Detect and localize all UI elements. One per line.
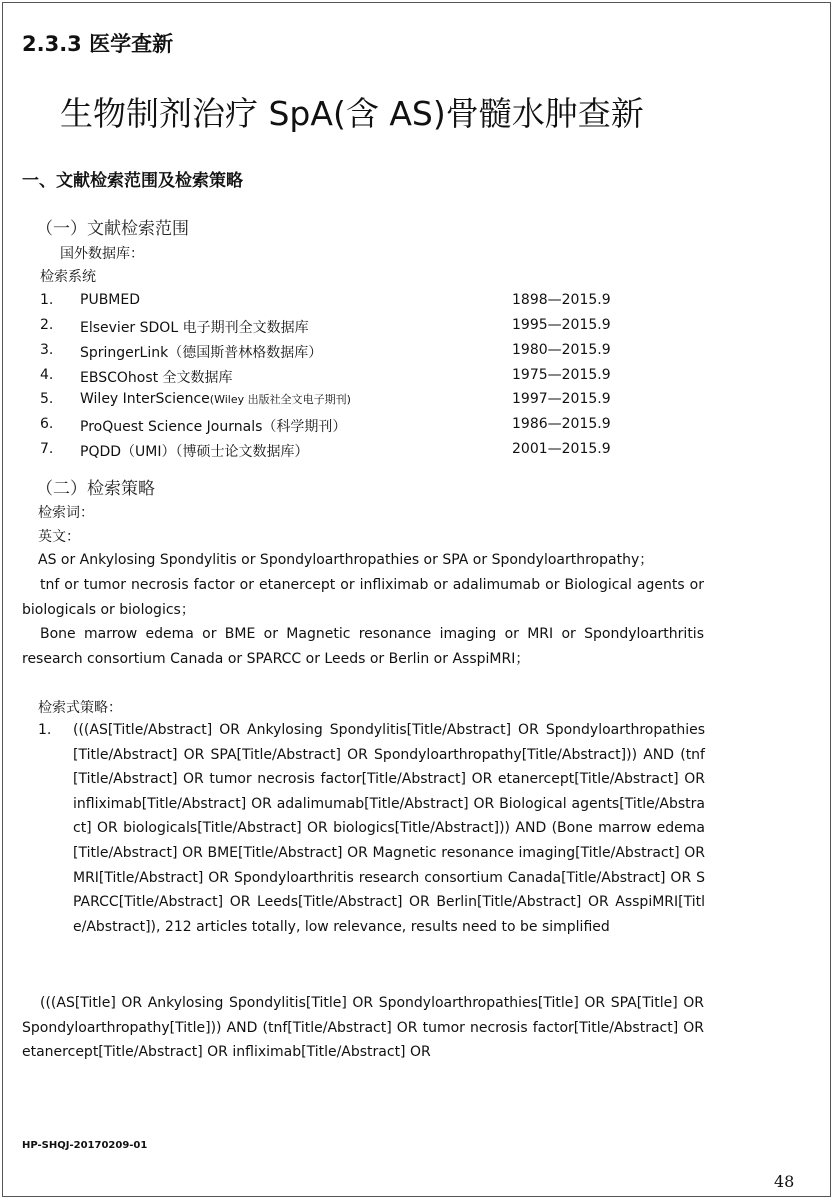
db-num: 4. [40, 367, 54, 383]
db-name: EBSCOhost 全文数据库 [80, 370, 233, 386]
section-number: 2.3.3 医学查新 [22, 32, 174, 56]
query-1-text: (((AS[Title/Abstract] OR Ankylosing Spondylitis[Title/Abstract] OR Spondyloarthropathies[Title/Abstract] OR SPA[Title/Abstract] OR Spondyloarthropathy[Title/Abstract])) AND (tnf[Title/Abstract] OR tumor necrosis factor[Title/Abstract] OR etanercept[Title/Abstract] OR infliximab[Title/Abstract] OR adalimumab[Title/Abstract] OR Biological agents[Title/Abstract] OR biologicals[Title/Abstract] OR biologics[Title/Abstract])) AND (Bone marrow edema[Title/Abstract] OR BME[Title/Abstract] OR Magnetic resonance imaging[Title/Abstract] OR MRI[Title/Abstract] OR Spondyloarthritis research consortium Canada[Title/Abstract] OR SPARCC[Title/Abstract] OR Leeds[Title/Abstract] OR Berlin[Title/Abstract] OR AsspiMRI[Title/Abstract]), 212 articles totally, low relevance, results need to be simplified [73, 722, 705, 935]
db-name: PUBMED [80, 292, 140, 308]
keywords-group-1: AS or Ankylosing Spondylitis or Spondyloarthropathies or SPA or Spondyloarthropathy； [38, 552, 654, 568]
db-num: 3. [40, 342, 54, 358]
db-range: 1898—2015.9 [512, 292, 611, 308]
page-number: 48 [774, 1172, 795, 1191]
keywords-group-3: Bone marrow edema or BME or Magnetic resonance imaging or MRI or Spondyloarthritis research consortium Canada or SPARCC or Leeds or Berlin or AsspiMRI； [22, 626, 704, 667]
db-num: 1. [40, 292, 54, 308]
search-system-label: 检索系统 [40, 269, 96, 285]
db-name: Elsevier SDOL 电子期刊全文数据库 [80, 320, 309, 336]
query-2-text: (((AS[Title] OR Ankylosing Spondylitis[Title] OR Spondyloarthropathies[Title] OR SPA[Title] OR Spondyloarthropathy[Title])) AND (tnf[Title/Abstract] OR tumor necrosis factor[Title/Abstract] OR etanercept[Title/Abstract] OR infliximab[Title/Abstract] OR [22, 995, 704, 1061]
scope-heading: （一）文献检索范围 [36, 219, 189, 239]
db-name-note: (Wiley 出版社全文电子期刊) [209, 393, 351, 406]
db-name-text: Wiley InterScience [80, 391, 210, 407]
db-range: 1997—2015.9 [512, 391, 611, 407]
db-name: PQDD（UMI）（博硕士论文数据库） [80, 444, 309, 460]
strategy-heading: （二）检索策略 [36, 479, 155, 499]
db-range: 2001—2015.9 [512, 441, 611, 457]
db-range: 1980—2015.9 [512, 342, 611, 358]
db-range: 1975—2015.9 [512, 367, 611, 383]
foreign-db-label: 国外数据库： [60, 246, 144, 262]
keywords-label: 检索词： [38, 505, 94, 521]
db-num: 6. [40, 416, 54, 432]
db-range: 1986—2015.9 [512, 416, 611, 432]
main-title: 生物制剂治疗 SpA(含 AS)骨髓水肿查新 [60, 94, 644, 133]
heading-search-scope-strategy: 一、文献检索范围及检索策略 [22, 171, 243, 191]
db-num: 7. [40, 441, 54, 457]
db-name: SpringerLink（德国斯普林格数据库） [80, 345, 323, 361]
query-1-number: 1. [38, 722, 52, 738]
query-strategy-label: 检索式策略： [38, 700, 122, 716]
keywords-group-2: tnf or tumor necrosis factor or etanercept or infliximab or adalimumab or Biological agents or biologicals or biologics； [22, 577, 704, 618]
db-name: ProQuest Science Journals（科学期刊） [80, 419, 347, 435]
db-num: 5. [40, 391, 54, 407]
document-code: HP-SHQJ-20170209-01 [22, 1140, 148, 1151]
english-label: 英文： [38, 529, 80, 545]
db-range: 1995—2015.9 [512, 317, 611, 333]
db-name [80, 391, 351, 407]
db-num: 2. [40, 317, 54, 333]
